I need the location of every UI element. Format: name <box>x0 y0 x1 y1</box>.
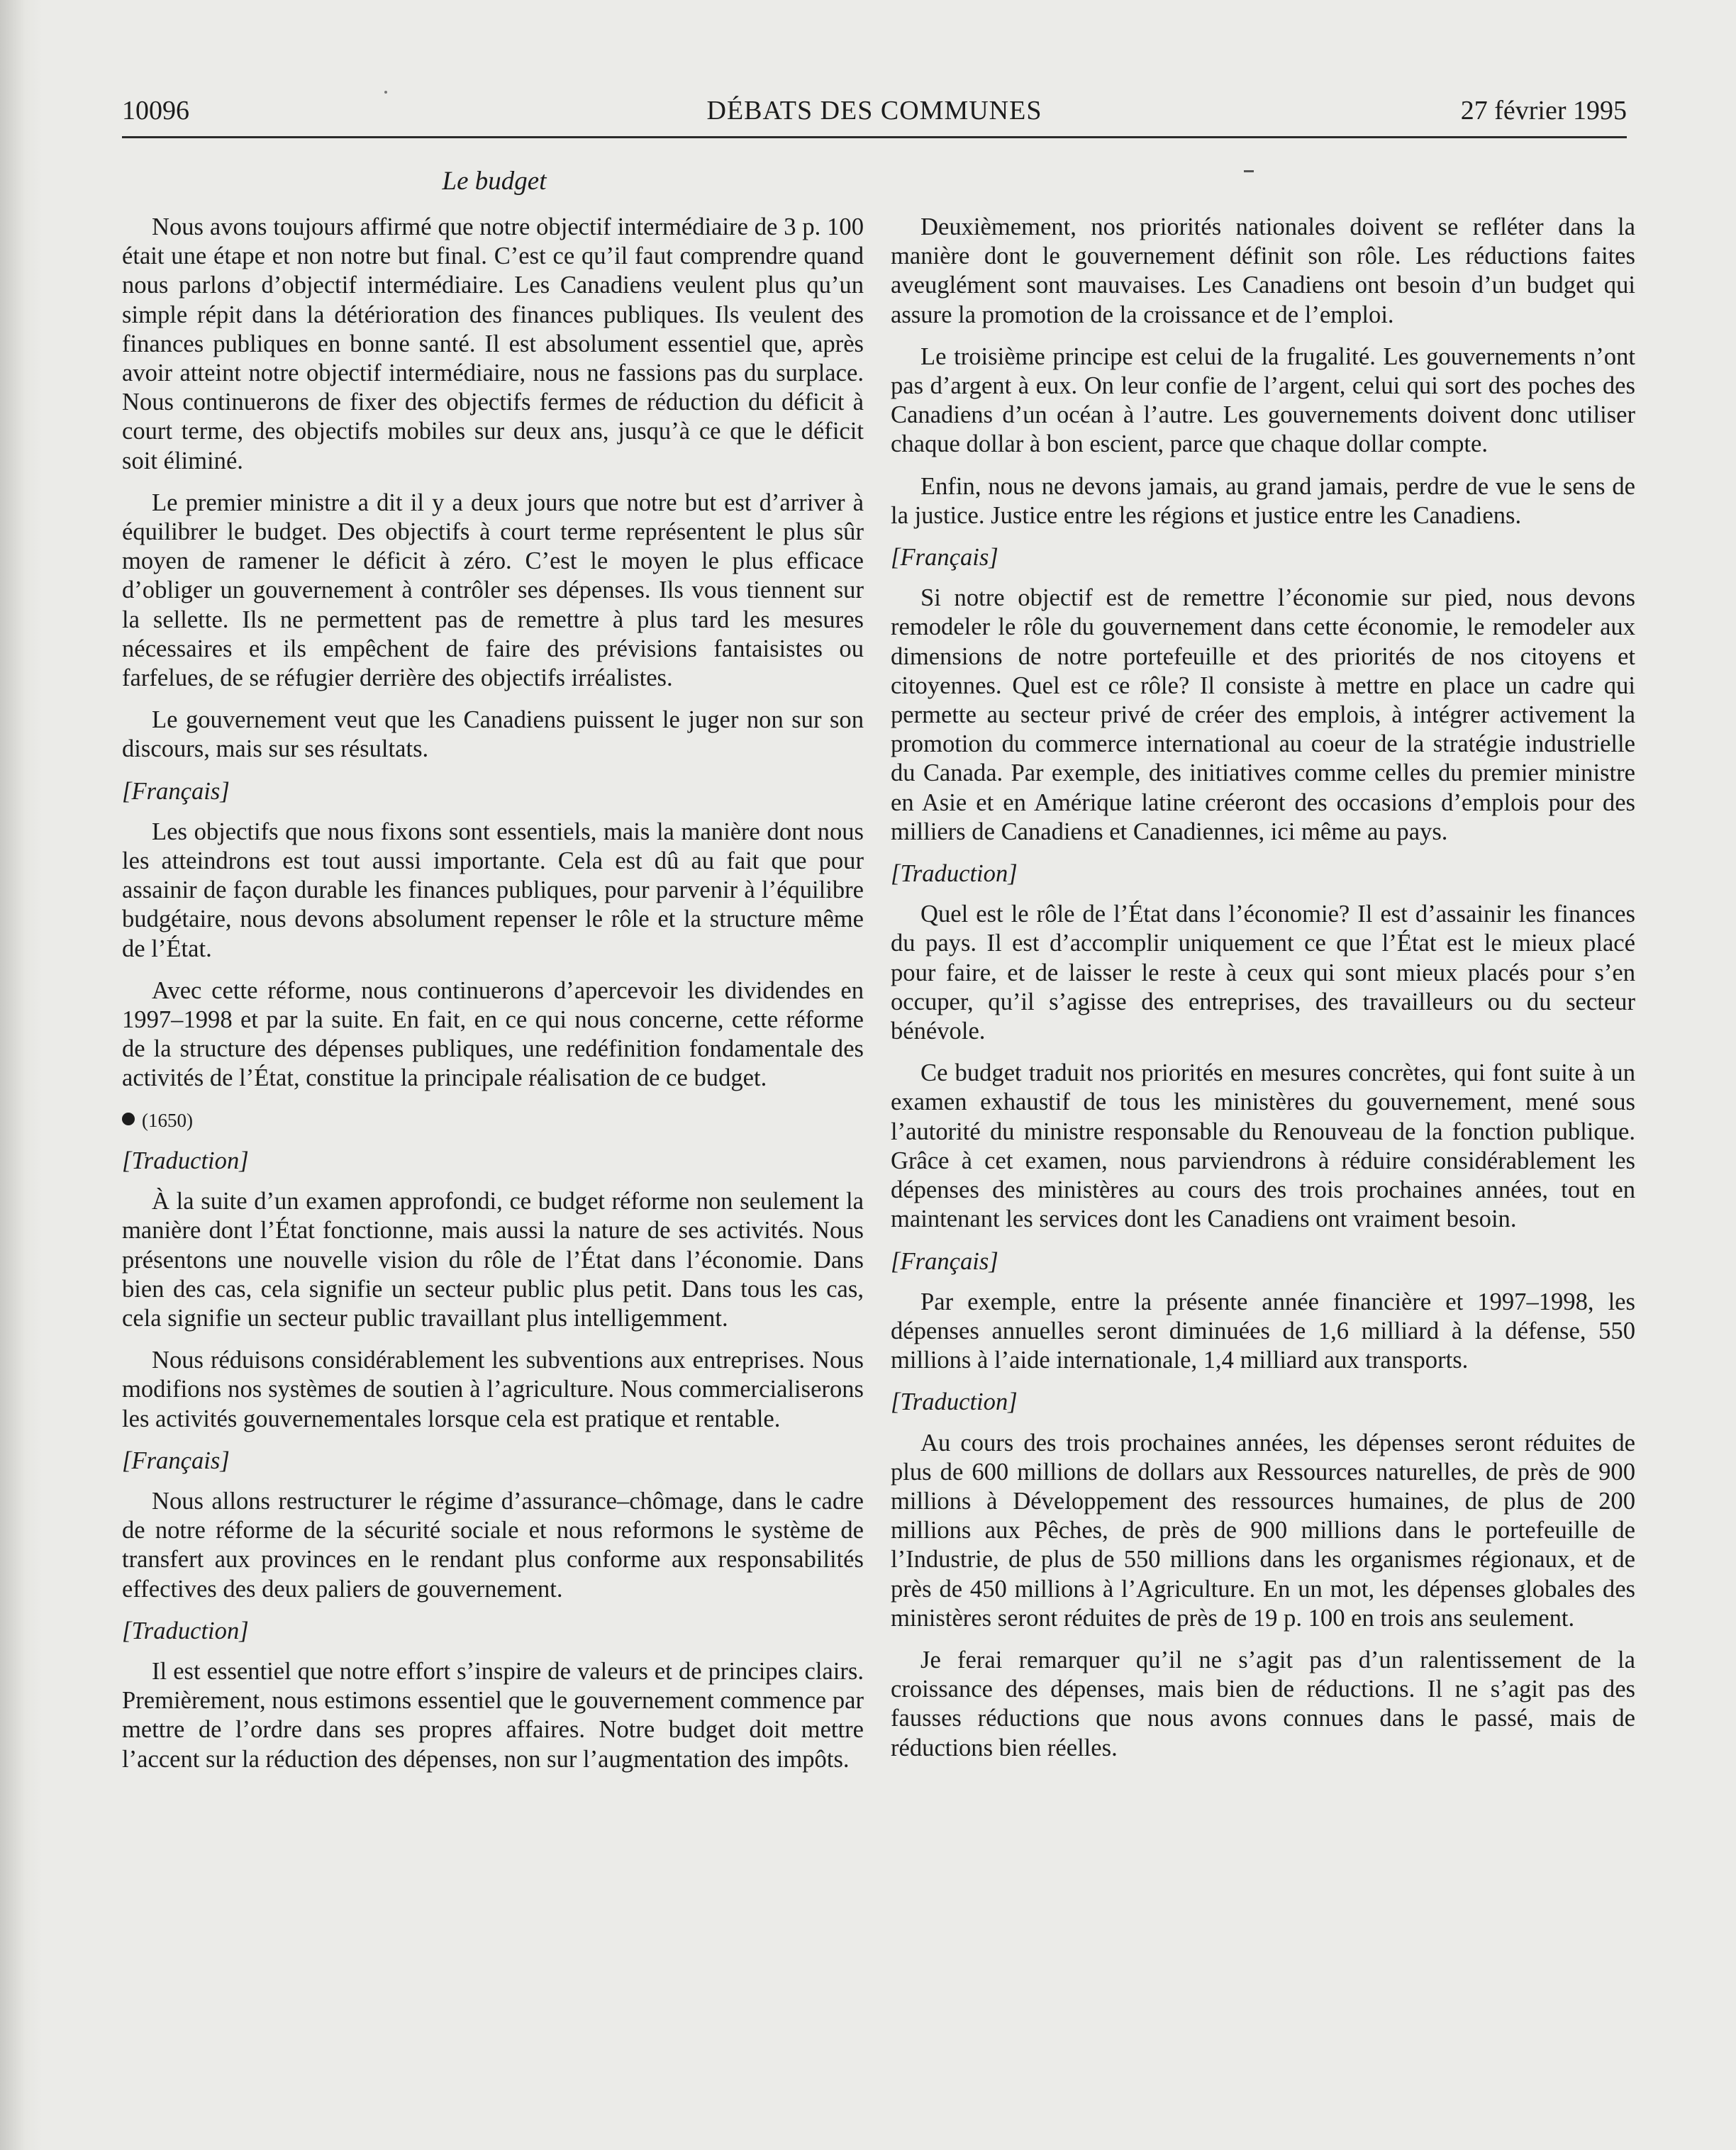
paragraph: Au cours des trois prochaines années, les dépenses seront réduites de plus de 600 millions de dollars aux Ressources naturelles, de près de 900 millions à Développement des ressources humaines, de plus de 200 millions aux Pêches, de près de 900 millions dans le portefeuille de l’Industrie, de plus de 550 millions dans les organismes régionaux, et de près de 450 millions à l’Agriculture. En un mot, les dépenses globales des ministères seront réduites de près de 19 p. 100 en trois ans seulement. <box>891 1429 1635 1632</box>
bullet-icon <box>122 1113 135 1125</box>
page-date: 27 février 1995 <box>1460 96 1627 126</box>
page-header <box>122 92 1627 138</box>
paragraph: À la suite d’un examen approfondi, ce budget réforme non seulement la manière dont l’État fonctionne, mais aussi la nature de ses activités. Nous présentons une nouvelle vision du rôle de l’État dans l’économie. Dans bien des cas, cela signifie un secteur public plus petit. Dans tous les cas, cela signifie un secteur public travaillant plus intelligemment. <box>122 1188 864 1332</box>
scan-edge-shadow <box>0 0 43 2150</box>
language-note: [Français] <box>891 1247 998 1275</box>
paragraph: Le troisième principe est celui de la frugalité. Les gouvernements n’ont pas d’argent à eux. On leur confie de l’argent, celui qui sort des poches des Canadiens d’un océan à l’autre. Les gouvernements doivent donc utiliser chaque dollar à bon escient, parce que chaque dollar compte. <box>891 342 1635 458</box>
paragraph: Nous réduisons considérablement les subventions aux entreprises. Nous modifions nos systèmes de soutien à l’agriculture. Nous commercialiserons les activités gouvernementales lorsque cela est pratique et rentable. <box>122 1347 864 1432</box>
paragraph: Deuxièmement, nos priorités nationales doivent se refléter dans la manière dont le gouvernement définit son rôle. Les réductions faites aveuglément sont mauvaises. Les Canadiens ont besoin d’un budget qui assure la promotion de la croissance et de l’emploi. <box>891 213 1635 328</box>
paragraph: Enfin, nous ne devons jamais, au grand jamais, perdre de vue le sens de la justice. Justice entre les régions et justice entre les Canadiens. <box>891 472 1635 529</box>
language-note: [Traduction] <box>891 860 1018 888</box>
right-column <box>891 213 1635 1776</box>
paragraph: Avec cette réforme, nous continuerons d’apercevoir les dividendes en 1997–1998 et par la suite. En fait, en ce qui nous concerne, cette réforme de la structure des dépenses publiques, une redéfinition fondamentale des activités de l’État, constitue la principale réalisation de ce budget. <box>122 976 864 1092</box>
left-column <box>122 213 864 1787</box>
paragraph: Quel est le rôle de l’État dans l’économie? Il est d’assainir les finances du pays. Il est d’accomplir uniquement ce que l’État est le mieux placé pour faire, et de laisser le reste à ceux qui sont mieux placés pour s’en occuper, qu’il s’agisse des entreprises, des travailleurs ou du secteur bénévole. <box>891 901 1635 1045</box>
time-marker-label: (1650) <box>142 1109 193 1131</box>
page-number: 10096 <box>122 96 189 126</box>
paragraph: Nous avons toujours affirmé que notre objectif intermédiaire de 3 p. 100 était une étape et non notre but final. C’est ce qu’il faut comprendre quand nous parlons d’objectif intermédiaire. Les Canadiens veulent plus qu’un simple répit dans la détérioration des finances publiques. Ils veulent des finances publiques en bonne santé. Il est absolument essentiel que, après avoir atteint notre objectif intermédiaire, nous ne fassions pas du surplace. Nous continuerons de fixer des objectifs fermes de réduction du déficit à court terme, des objectifs mobiles sur deux ans, jusqu’à ce que le déficit soit éliminé. <box>122 213 864 474</box>
paragraph: Je ferai remarquer qu’il ne s’agit pas d’un ralentissement de la croissance des dépenses, mais bien de réductions. Il ne s’agit pas des fausses réductions que nous avons connues dans le passé, mais de réductions bien réelles. <box>891 1646 1635 1761</box>
paragraph: Si notre objectif est de remettre l’économie sur pied, nous devons remodeler le rôle du gouvernement dans cette économie, le remodeler aux dimensions de notre portefeuille et des priorités de nos citoyens et citoyennes. Quel est ce rôle? Il consiste à mettre en place un cadre qui permette au secteur privé de créer des emplois, à intégrer activement la promotion du commerce international au coeur de la stratégie industrielle du Canada. Par exemple, des initiatives comme celles du premier ministre en Asie et en Amérique latine créeront des occasions d’emplois pour des milliers de Canadiens et Canadiennes, ici même au pays. <box>891 584 1635 845</box>
language-note: [Français] <box>122 1447 230 1474</box>
language-note: [Français] <box>891 544 998 572</box>
language-note: [Traduction] <box>891 1388 1018 1416</box>
publication-title: DÉBATS DES COMMUNES <box>706 96 1042 126</box>
paragraph: Le premier ministre a dit il y a deux jours que notre but est d’arriver à équilibrer le budget. Des objectifs à court terme représentent le plus sûr moyen de ramener le déficit à zéro. C’est le moyen le plus efficace d’obliger un gouvernement à contrôler ses dépenses. Ils vous tiennent sur la sellette. Ils ne permettent pas de remettre à plus tard les mesures nécessaires et ils empêchent de faire des prévisions fantaisistes ou farfelues, de se réfugier derrière des objectifs irréalistes. <box>122 489 864 692</box>
paragraph: Nous allons restructurer le régime d’assurance–chômage, dans le cadre de notre réforme de la sécurité sociale et nous reformons le système de transfert aux provinces en le rendant plus conforme aux responsabilités effectives des deux paliers de gouvernement. <box>122 1487 864 1603</box>
scan-dash-mark <box>1244 170 1254 172</box>
language-note: [Français] <box>122 777 230 805</box>
language-note: [Traduction] <box>122 1617 249 1644</box>
time-marker <box>122 1106 864 1135</box>
paragraph: Les objectifs que nous fixons sont essentiels, mais la manière dont nous les atteindrons est tout aussi importante. Cela est dû au fait que pour assainir de façon durable les finances publiques, pour parvenir à l’équilibre budgétaire, nous devons absolument repenser le rôle et la structure même de l’État. <box>122 818 864 962</box>
paragraph: Ce budget traduit nos priorités en mesures concrètes, qui font suite à un examen exhaustif de tous les ministères du gouvernement, mené sous l’autorité du ministre responsable du Renouveau de la fonction publique. Grâce à cet examen, nous parviendrons à réduire considérablement les dépenses des ministères au cours des trois prochaines années, tout en maintenant les services dont les Canadiens ont vraiment besoin. <box>891 1059 1635 1233</box>
paragraph: Il est essentiel que notre effort s’inspire de valeurs et de principes clairs. Premièrement, nous estimons essentiel que le gouvernement commence par mettre de l’ordre dans ses propres affaires. Notre budget doit mettre l’accent sur la réduction des dépenses, non sur l’augmentation des impôts. <box>122 1657 864 1773</box>
paragraph: Le gouvernement veut que les Canadiens puissent le juger non sur son discours, mais sur ses résultats. <box>122 706 864 763</box>
paragraph: Par exemple, entre la présente année financière et 1997–1998, les dépenses annuelles seront diminuées de 1,6 milliard à la défense, 550 millions à l’aide internationale, 1,4 milliard aux transports. <box>891 1288 1635 1374</box>
section-title: Le budget <box>442 167 547 196</box>
language-note: [Traduction] <box>122 1147 249 1174</box>
